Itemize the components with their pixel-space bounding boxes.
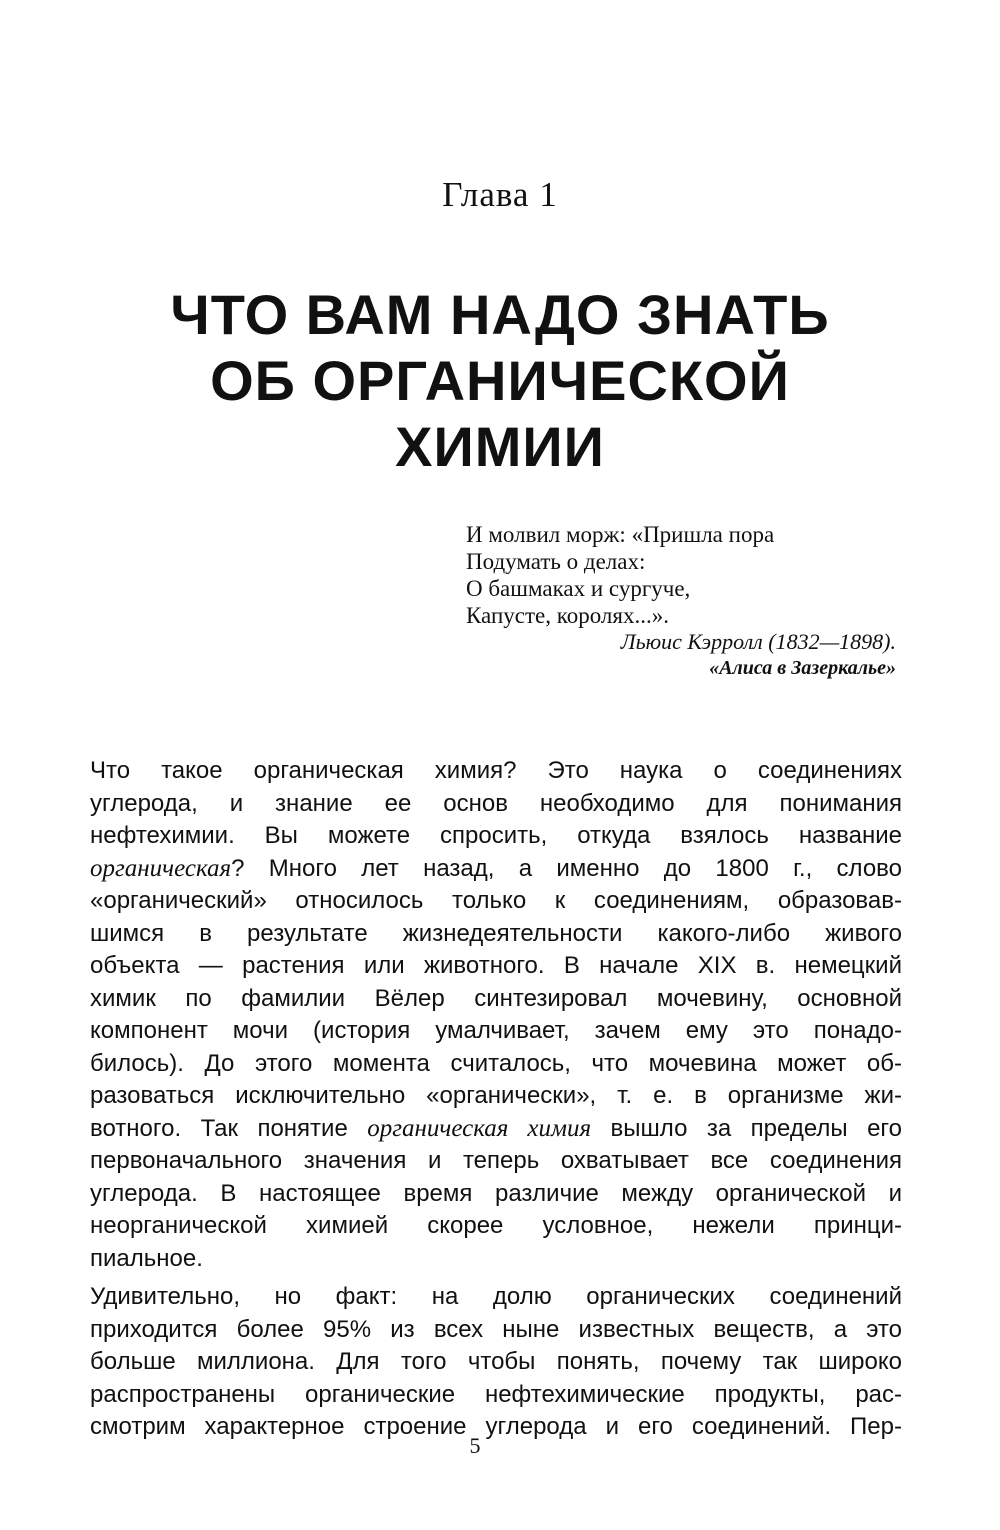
text-run: вотного. Так понятие [90, 1114, 348, 1142]
chapter-title-line-1: ЧТО ВАМ НАДО ЗНАТЬ [170, 283, 830, 346]
paragraph-1-line-9: компонент мочи (история умалчивает, зачем ему это понадо- [90, 1017, 902, 1044]
paragraph-1-line-1 [90, 755, 902, 788]
body-text [90, 755, 902, 1444]
paragraph-1-line-10: билось). До этого момента считалось, что мочевина может об- [90, 1049, 902, 1077]
chapter-label: Глава 1 [442, 175, 558, 214]
paragraph-2-line-3: больше миллиона. Для того чтобы понять, почему так широко [90, 1348, 902, 1375]
paragraph-2-line-1: Удивительно, но факт: на долю органических соединений [90, 1283, 902, 1310]
paragraph-1 [90, 755, 902, 1275]
paragraph-1-line-8: химик по фамилии Вёлер синтезировал мочевину, основной [90, 984, 902, 1012]
paragraph-1-line-15: неорганической химией скорее условное, нежели принци- [90, 1212, 902, 1239]
epigraph-source: «Алиса в Зазеркалье» [709, 657, 896, 679]
paragraph-1-line-5: «органический» относилось только к соединениям, образовав- [90, 887, 902, 914]
chapter-title-line-2: ОБ ОРГАНИЧЕСКОЙ [210, 349, 790, 412]
chapter-title-line-3: ХИМИИ [395, 415, 605, 478]
text-run: ? Много лет назад, а именно до 1800 г., слово [231, 854, 902, 882]
paragraph-1-line-7: объекта — растения или животного. В начале XIX в. немецкий [90, 952, 902, 979]
italic-term: органическая [90, 854, 232, 882]
paragraph-1-line-4 [90, 853, 902, 886]
text-run: Что такое органическая химия? Это наука о соединениях [90, 757, 902, 784]
paragraph-1-line-2: углерода, и знание ее основ необходимо для понимания [90, 789, 902, 817]
epigraph-line-1: И молвил морж: «Пришла пора [466, 522, 775, 547]
italic-term: органическая химия [367, 1114, 592, 1142]
epigraph-attribution: Льюис Кэрролл (1832—1898). [620, 629, 896, 654]
paragraph-2 [90, 1281, 902, 1444]
paragraph-1-line-13: первоначального значения и теперь охватывает все соединения [90, 1147, 902, 1174]
epigraph-line-2: Подумать о делах: [466, 549, 646, 574]
paragraph-2-line-2: приходится более 95% из всех ныне известных веществ, а это [90, 1315, 902, 1343]
paragraph-1-line-14: углерода. В настоящее время различие между органической и [90, 1179, 902, 1207]
paragraph-1-line-16: пиальное. [90, 1244, 203, 1272]
paragraph-1-line-3: нефтехимии. Вы можете спросить, откуда взялось название [90, 822, 902, 849]
paragraph-1-line-11: разоваться исключительно «органически», т. е. в организме жи- [90, 1082, 902, 1109]
chapter-title [0, 282, 1000, 480]
paragraph-1-line-12 [90, 1113, 902, 1146]
epigraph [466, 521, 896, 681]
text-run: вышло за пределы его [610, 1114, 903, 1142]
epigraph-line-3: О башмаках и сургуче, [466, 576, 691, 601]
paragraph-1-line-6: шимся в результате жизнедеятельности какого-либо живого [90, 919, 902, 947]
epigraph-line-4: Капусте, королях...». [466, 603, 669, 628]
paragraph-2-line-4: распространены органические нефтехимические продукты, рас- [90, 1380, 902, 1408]
page-number: 5 [469, 1433, 481, 1458]
paragraph-2-line-5: смотрим характерное строение углерода и его соединений. Пер- [90, 1413, 902, 1440]
